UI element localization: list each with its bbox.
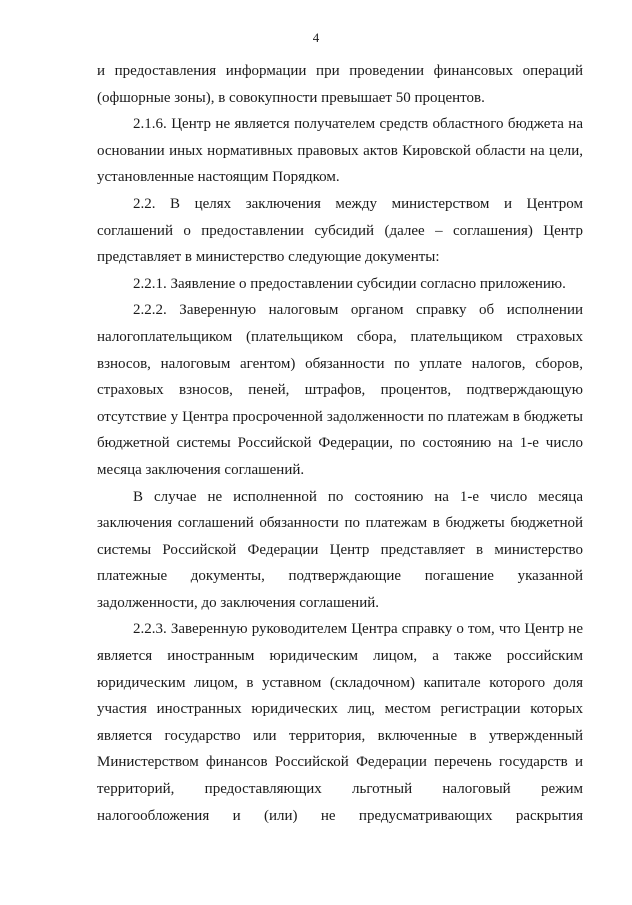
paragraph-2-1-6: 2.1.6. Центр не является получателем средств областного бюджета на основании иных нормативных правовых актов Кировской области на цели, установленные настоящим Порядком. [97, 116, 583, 186]
paragraph-non-fulfilment: В случае не исполненной по состоянию на 1-е число месяца заключения соглашений обязанности по платежам в бюджеты бюджетной системы Российской Федерации Центр представляет в министерство платежные документы, подтверждающие погашение указанной задолженности, до заключения соглашений. [97, 488, 583, 611]
paragraph-2-2: 2.2. В целях заключения между министерством и Центром соглашений о предоставлении субсидий (далее – соглашения) Центр представляет в министерство следующие документы: [97, 195, 583, 266]
paragraph-continuation: и предоставления информации при проведении финансовых операций (офшорные зоны), в совокупности превышает 50 процентов. [97, 63, 583, 106]
page-number: 4 [312, 30, 320, 45]
paragraph-2-2-2: 2.2.2. Заверенную налоговым органом справку об исполнении налогоплательщиком (плательщиком сбора, плательщиком страховых взносов, налоговым агентом) обязанности по уплате налогов, сборов, страховых взносов, пеней, штрафов, процентов, подтверждающую отсутствие у Центра просроченной задолженности по платежам в бюджеты бюджетной системы Российской Федерации, по состоянию на 1-е число месяца заключения соглашений. [97, 302, 583, 478]
paragraph-2-2-1: 2.2.1. Заявление о предоставлении субсидии согласно приложению. [133, 275, 566, 292]
document-body [97, 58, 583, 829]
paragraph-2-2-3: 2.2.3. Заверенную руководителем Центра справку о том, что Центр не является иностранным юридическим лицом, а также российским юридическим лицом, в уставном (складочном) капитале которого доля участия иностранных юридических лиц, местом регистрации которых является государство или территория, включенные в утвержденный Министерством финансов Российской Федерации перечень государств и территорий, предоставляющих льготный налоговый режим налогообложения и (или) не предусматривающих раскрытия [97, 621, 583, 824]
